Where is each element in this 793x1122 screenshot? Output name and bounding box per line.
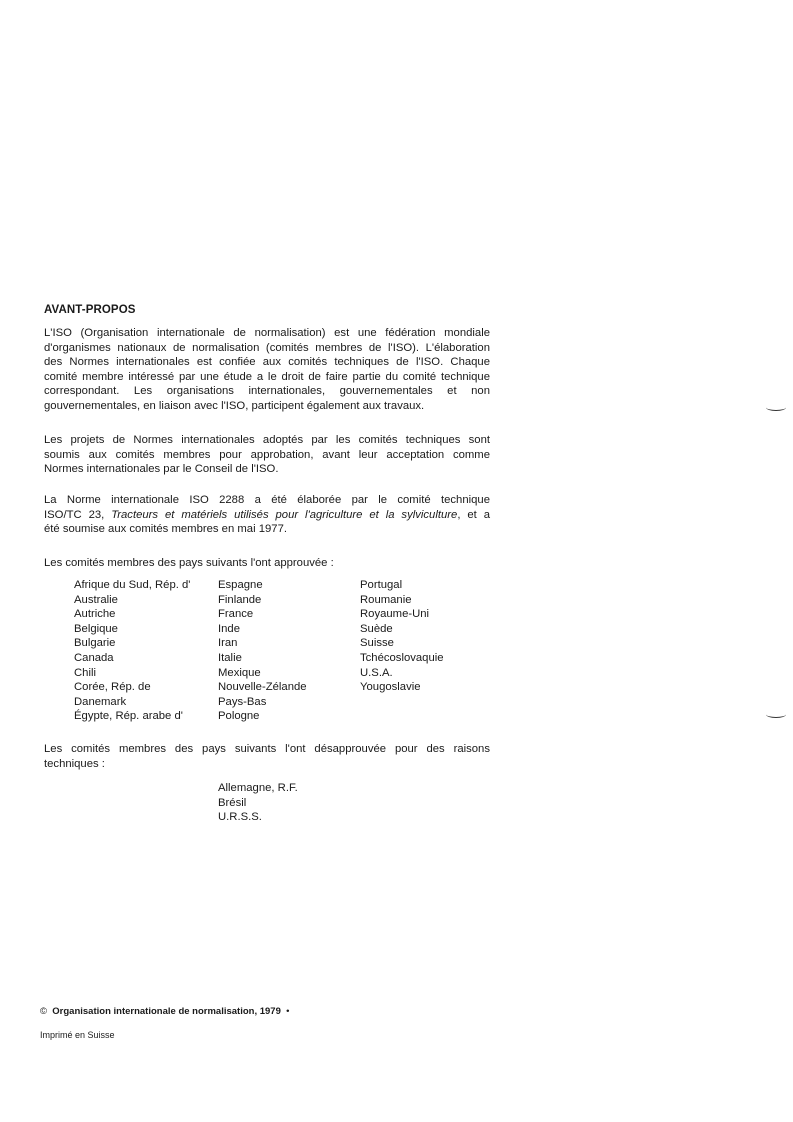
- standard-paragraph: [44, 493, 490, 537]
- approving-countries-column-3: [360, 578, 444, 695]
- country-item: U.S.A.: [360, 666, 393, 679]
- country-item: Espagne: [218, 579, 263, 591]
- country-item: Finlande: [218, 593, 262, 606]
- approving-countries-column-2: [218, 578, 307, 724]
- paragraph-line: gouvernementales, en liaison avec l'ISO, participent également aux travaux.: [44, 399, 425, 412]
- country-item: Royaume-Uni: [360, 608, 430, 621]
- paragraph-text: , et a: [457, 508, 490, 521]
- country-item: Bulgarie: [74, 637, 116, 650]
- bullet-icon: •: [286, 1006, 290, 1017]
- paragraph-line: L'ISO (Organisation internationale de normalisation) est une fédération mondiale: [44, 327, 490, 339]
- country-item: Australie: [74, 593, 118, 606]
- copyright-symbol: ©: [40, 1006, 47, 1017]
- country-item: Allemagne, R.F.: [218, 782, 298, 794]
- country-item: Suède: [360, 622, 393, 635]
- copyright-notice: [40, 1006, 289, 1017]
- intro-paragraph: [44, 326, 490, 414]
- paragraph-line: soumis aux comités membres pour approbation, avant leur acceptation comme: [44, 448, 490, 461]
- country-item: Mexique: [218, 666, 261, 679]
- paragraph-line: été soumise aux comités membres en mai 1977.: [44, 523, 287, 536]
- country-item: Suisse: [360, 637, 394, 650]
- disapproval-intro: [44, 742, 490, 771]
- paragraph-line: d'organismes nationaux de normalisation (comités membres de l'ISO). L'élaboration: [44, 341, 490, 354]
- approval-intro: [44, 556, 490, 571]
- paragraph-line: des Normes internationales est confiée aux comités techniques de l'ISO. Chaque: [44, 356, 490, 369]
- country-item: Autriche: [74, 608, 116, 621]
- section-heading: AVANT-PROPOS: [44, 304, 136, 316]
- approving-countries-column-1: [74, 578, 190, 724]
- country-item: Corée, Rép. de: [74, 681, 151, 694]
- country-item: Brésil: [218, 796, 247, 809]
- country-item: Afrique du Sud, Rép. d': [74, 579, 191, 591]
- country-item: Égypte, Rép. arabe d': [74, 710, 183, 723]
- paragraph-line: Les comités membres des pays suivants l'ont approuvée :: [44, 557, 334, 569]
- country-item: Tchécoslovaquie: [360, 651, 444, 664]
- country-item: France: [218, 608, 254, 621]
- paragraph-line: Les projets de Normes internationales adoptés par les comités techniques sont: [44, 434, 490, 446]
- country-item: Portugal: [360, 579, 403, 591]
- paragraph-line: techniques :: [44, 757, 105, 770]
- committee-ref: ISO/TC 23,: [44, 508, 112, 521]
- country-item: Pologne: [218, 710, 260, 723]
- margin-mark-icon: [766, 711, 786, 718]
- disapproving-countries: [218, 781, 298, 825]
- country-item: Canada: [74, 651, 114, 664]
- country-item: Roumanie: [360, 593, 412, 606]
- paragraph-line: La Norme internationale ISO 2288 a été élaborée par le comité technique: [44, 494, 490, 506]
- country-item: Pays-Bas: [218, 695, 267, 708]
- paragraph-line: Les comités membres des pays suivants l'ont désapprouvée pour des raisons: [44, 743, 490, 755]
- paragraph-line: [44, 508, 490, 523]
- country-item: Belgique: [74, 622, 118, 635]
- country-item: Iran: [218, 637, 238, 650]
- country-item: Danemark: [74, 695, 127, 708]
- country-item: U.R.S.S.: [218, 811, 262, 824]
- country-item: Chili: [74, 666, 96, 679]
- copyright-text: Organisation internationale de normalisation, 1979: [52, 1006, 281, 1017]
- paragraph-line: comité membre intéressé par une étude a le droit de faire partie du comité technique: [44, 370, 490, 383]
- margin-mark-icon: [766, 404, 786, 411]
- country-item: Nouvelle-Zélande: [218, 681, 307, 694]
- country-item: Italie: [218, 651, 242, 664]
- drafts-paragraph: [44, 433, 490, 477]
- committee-title: Tracteurs et matériels utilisés pour l'agriculture et la sylviculture: [111, 508, 458, 521]
- printed-in: Imprimé en Suisse: [40, 1030, 115, 1040]
- paragraph-line: correspondant. Les organisations internationales, gouvernementales et non: [44, 385, 490, 398]
- paragraph-line: Normes internationales par le Conseil de l'ISO.: [44, 463, 279, 476]
- country-item: Yougoslavie: [360, 681, 421, 694]
- country-item: Inde: [218, 622, 240, 635]
